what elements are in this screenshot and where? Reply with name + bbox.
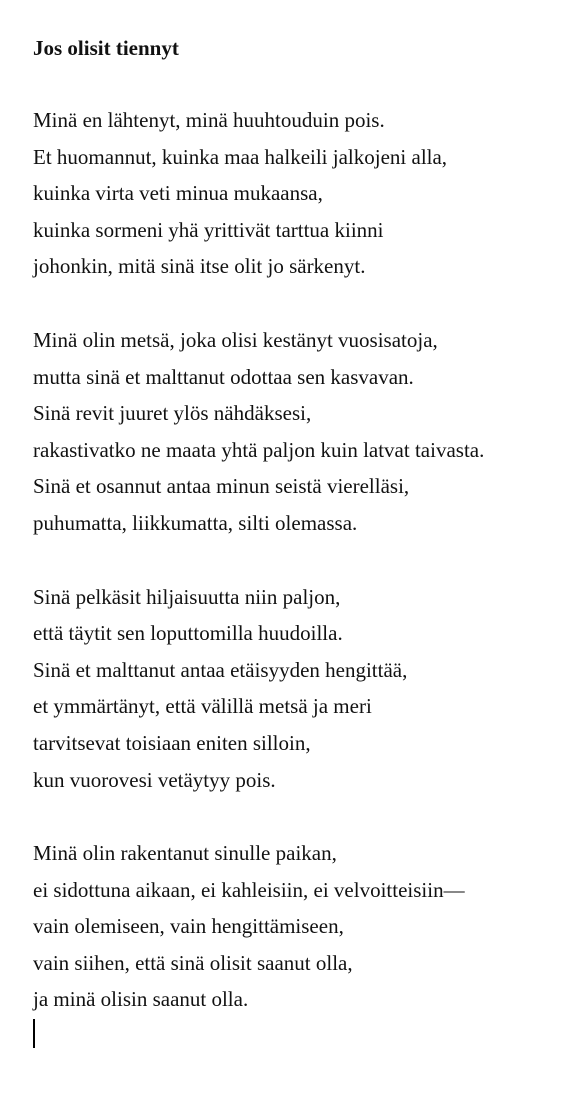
document-body[interactable] (33, 30, 563, 1055)
poem-line: et ymmärtänyt, että välillä metsä ja meri (33, 694, 372, 719)
poem-line: ja minä olisin saanut olla. (33, 987, 249, 1012)
poem-line: Minä en lähtenyt, minä huuhtouduin pois. (33, 108, 385, 132)
stanza-4 (33, 835, 563, 1018)
text-cursor[interactable] (33, 1019, 35, 1048)
poem-line: Et huomannut, kuinka maa halkeili jalkojeni alla, (33, 144, 448, 169)
poem-line: Minä olin metsä, joka olisi kestänyt vuosisatoja, (33, 327, 438, 352)
poem-line: Sinä revit juuret ylös nähdäksesi, (33, 401, 312, 426)
poem-line: Sinä pelkäsit hiljaisuutta niin paljon, (33, 584, 341, 609)
poem-line: kuinka sormeni yhä yrittivät tarttua kiinni (33, 217, 384, 242)
poem-line: kun vuorovesi vetäytyy pois. (33, 767, 276, 792)
poem-line: ei sidottuna aikaan, ei kahleisiin, ei velvoitteisiin— (33, 877, 465, 902)
poem-line: vain siihen, että sinä olisit saanut olla, (33, 950, 353, 975)
poem-line: kuinka virta veti minua mukaansa, (33, 181, 323, 206)
stanza-1 (33, 102, 563, 285)
stanza-3 (33, 579, 563, 799)
poem-line: Minä olin rakentanut sinulle paikan, (33, 841, 337, 866)
poem-line: vain olemiseen, vain hengittämiseen, (33, 914, 344, 939)
poem-line: puhumatta, liikkumatta, silti olemassa. (33, 510, 358, 535)
poem-line: että täytit sen loputtomilla huudoilla. (33, 621, 343, 646)
stanza-2 (33, 322, 563, 542)
poem-line: Sinä et osannut antaa minun seistä vierelläsi, (33, 474, 410, 499)
poem-line: Sinä et malttanut antaa etäisyyden hengittää, (33, 657, 408, 682)
poem-line: rakastivatko ne maata yhtä paljon kuin latvat taivasta. (33, 437, 485, 462)
poem-line: tarvitsevat toisiaan eniten silloin, (33, 730, 311, 755)
poem-line: johonkin, mitä sinä itse olit jo särkenyt. (33, 254, 366, 279)
poem-line: mutta sinä et malttanut odottaa sen kasvavan. (33, 364, 414, 389)
poem-title: Jos olisit tiennyt (33, 36, 179, 60)
